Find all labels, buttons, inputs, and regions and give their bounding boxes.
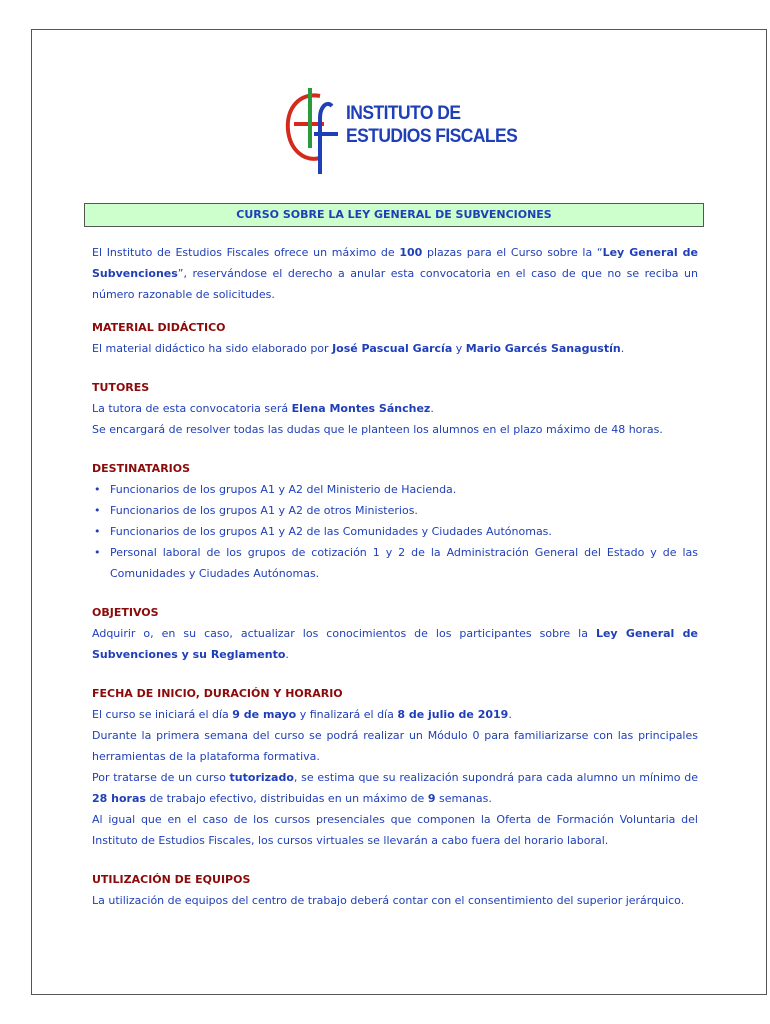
- list-item: • Funcionarios de los grupos A1 y A2 de las Comunidades y Ciudades Autónomas.: [110, 521, 698, 542]
- section-heading-fecha: FECHA DE INICIO, DURACIÓN Y HORARIO: [92, 687, 343, 700]
- section-heading-tutores: TUTORES: [92, 381, 150, 394]
- list-item: • Funcionarios de los grupos A1 y A2 de otros Ministerios.: [110, 500, 698, 521]
- tutores-paragraph-1: La tutora de esta convocatoria será Elena Montes Sánchez.: [92, 402, 434, 415]
- section-heading-material: MATERIAL DIDÁCTICO: [92, 321, 226, 334]
- logo-line-1: INSTITUTO DE: [346, 103, 461, 124]
- fecha-paragraph-3: Por tratarse de un curso tutorizado, se estima que su realización supondrá para cada alumno un mínimo de 28 horas de trabajo efectivo, distribuidas en un máximo de 9 semanas.: [92, 771, 698, 805]
- equipos-paragraph: La utilización de equipos del centro de trabajo deberá contar con el consentimiento del superior jerárquico.: [92, 894, 685, 907]
- fecha-paragraph-2: Durante la primera semana del curso se podrá realizar un Módulo 0 para familiarizarse con las principales herramientas de la plataforma formativa.: [92, 729, 698, 763]
- section-heading-destinatarios: DESTINATARIOS: [92, 462, 191, 475]
- course-title: CURSO SOBRE LA LEY GENERAL DE SUBVENCIONES: [84, 203, 704, 227]
- document-body: [92, 242, 698, 911]
- document-page: [31, 29, 767, 995]
- material-paragraph: El material didáctico ha sido elaborado por José Pascual García y Mario Garcés Sanagustín.: [92, 342, 625, 355]
- logo-line-2: ESTUDIOS FISCALES: [346, 126, 518, 147]
- intro-paragraph: El Instituto de Estudios Fiscales ofrece un máximo de 100 plazas para el Curso sobre la “Ley General de Subvenciones”, reservándose el derecho a anular esta convocatoria en el caso de que no se reciba un número razonable de solicitudes.: [92, 246, 698, 301]
- section-heading-equipos: UTILIZACIÓN DE EQUIPOS: [92, 873, 251, 886]
- destinatarios-list: [92, 479, 698, 584]
- tutores-paragraph-2: Se encargará de resolver todas las dudas que le planteen los alumnos en el plazo máximo de 48 horas.: [92, 423, 663, 436]
- list-item: • Personal laboral de los grupos de cotización 1 y 2 de la Administración General del Estado y de las Comunidades y Ciudades Autónomas.: [110, 542, 698, 584]
- objetivos-paragraph: Adquirir o, en su caso, actualizar los conocimientos de los participantes sobre la Ley General de Subvenciones y su Reglamento.: [92, 627, 698, 661]
- ief-logo: [280, 78, 520, 198]
- fecha-paragraph-4: Al igual que en el caso de los cursos presenciales que componen la Oferta de Formación Voluntaria del Instituto de Estudios Fiscales, los cursos virtuales se llevarán a cabo fuera del horario laboral.: [92, 813, 698, 847]
- section-heading-objetivos: OBJETIVOS: [92, 606, 159, 619]
- fecha-paragraph-1: El curso se iniciará el día 9 de mayo y finalizará el día 8 de julio de 2019.: [92, 708, 512, 721]
- ief-logo-mark: [280, 78, 350, 188]
- list-item: • Funcionarios de los grupos A1 y A2 del Ministerio de Hacienda.: [110, 479, 698, 500]
- logo-wordmark: [346, 102, 517, 148]
